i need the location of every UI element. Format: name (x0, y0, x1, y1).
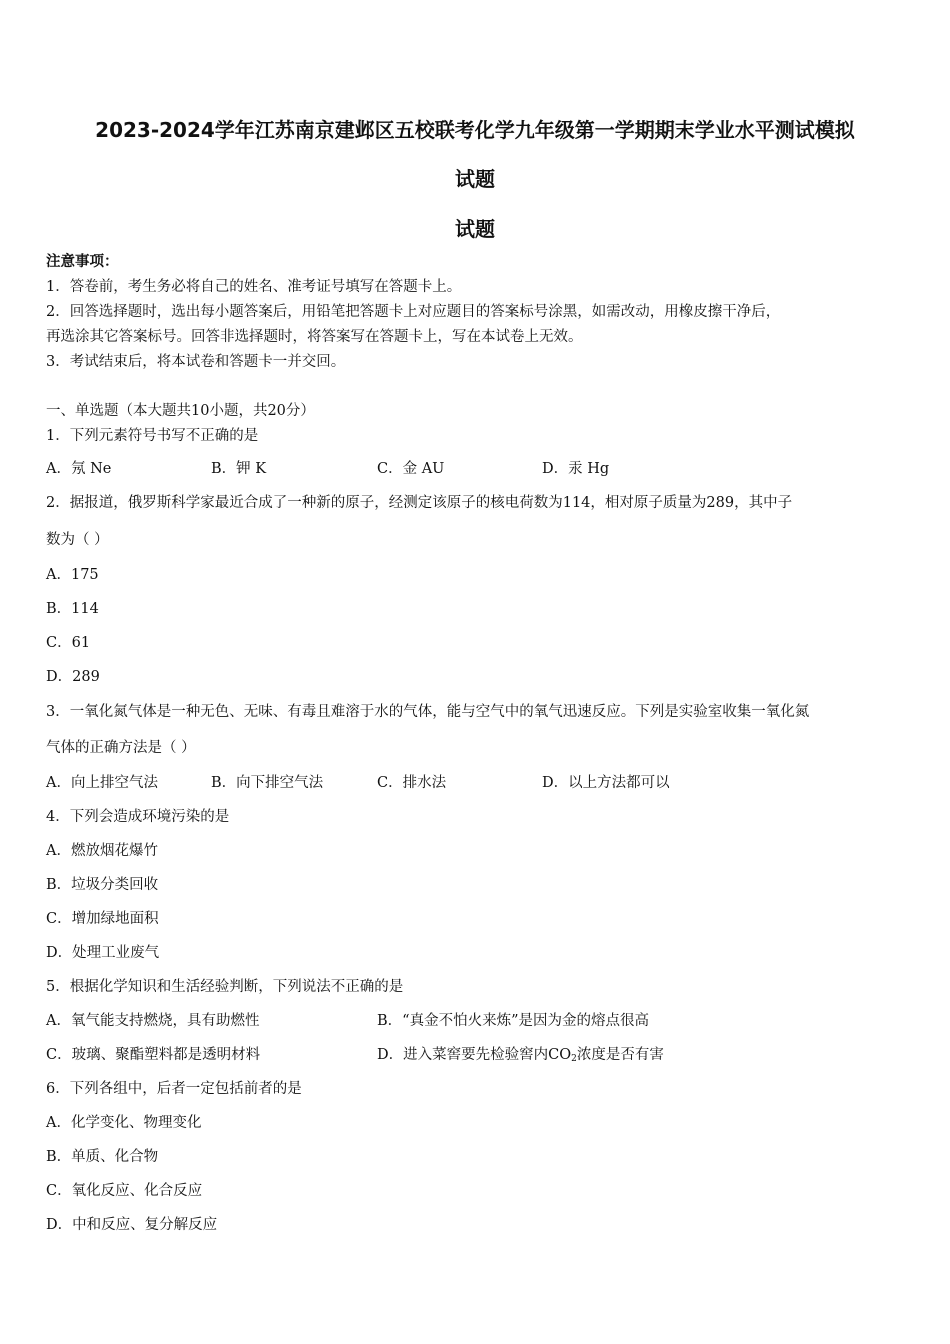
q1-option-c: C．金 AU (377, 461, 445, 477)
exam-title-line2: 试题 (455, 167, 495, 191)
q5-option-d-post: 浓度是否有害 (576, 1047, 664, 1063)
question-2-stem: 2．据报道，俄罗斯科学家最近合成了一种新的原子，经测定该原子的核电荷数为114，相对原子质量为289，其中子 (46, 495, 793, 511)
question-3-stem: 3．一氧化氮气体是一种无色、无味、有毒且难溶于水的气体，能与空气中的氧气迅速反应。下列是实验室收集一氧化氮 (46, 704, 810, 720)
q4-option-c: C．增加绿地面积 (46, 911, 159, 927)
question-6-stem: 6．下列各组中，后者一定包括前者的是 (46, 1081, 302, 1097)
q5-option-a: A．氧气能支持燃烧，具有助燃性 (46, 1013, 260, 1029)
q4-option-b: B．垃圾分类回收 (46, 877, 159, 893)
question-5-stem: 5．根据化学知识和生活经验判断，下列说法不正确的是 (46, 979, 404, 995)
q3-option-c: C．排水法 (377, 775, 447, 791)
q5-option-c: C．玻璃、聚酯塑料都是透明材料 (46, 1047, 261, 1063)
q2-option-b: B．114 (46, 601, 99, 617)
q1-option-a: A．氖 Ne (46, 461, 112, 477)
q3-option-d: D．以上方法都可以 (542, 775, 670, 791)
section-heading: 一、单选题（本大题共10小题，共20分） (46, 403, 315, 419)
q1-option-b: B．钾 K (211, 461, 267, 477)
exam-title-line3: 试题 (455, 217, 495, 241)
notice-item-1: 1．答卷前，考生务必将自己的姓名、准考证号填写在答题卡上。 (46, 279, 462, 295)
q6-option-b: B．单质、化合物 (46, 1149, 159, 1165)
q2-option-c: C．61 (46, 635, 91, 651)
q5-option-b: B．“真金不怕火来炼”是因为金的熔点很高 (377, 1013, 649, 1029)
q4-option-d: D．处理工业废气 (46, 945, 160, 961)
notice-item-2: 2．回答选择题时，选出每小题答案后，用铅笔把答题卡上对应题目的答案标号涂黑，如需改动，用橡皮擦干净后， (46, 304, 781, 320)
exam-title-line1: 2023-2024学年江苏南京建邺区五校联考化学九年级第一学期期末学业水平测试模拟 (95, 118, 855, 142)
q5-option-d-subscript: 2 (571, 1054, 577, 1064)
question-2-stem-cont: 数为（ ） (46, 532, 109, 548)
notice-item-3: 3．考试结束后，将本试卷和答题卡一并交回。 (46, 354, 346, 370)
q1-option-d: D．汞 Hg (542, 461, 610, 477)
q2-option-d: D．289 (46, 669, 100, 685)
question-1-stem: 1．下列元素符号书写不正确的是 (46, 428, 259, 444)
q5-option-d (377, 1045, 664, 1069)
q6-option-c: C．氧化反应、化合反应 (46, 1183, 203, 1199)
q3-option-a: A．向上排空气法 (46, 775, 158, 791)
q2-option-a: A．175 (46, 567, 99, 583)
notice-heading: 注意事项： (46, 253, 119, 270)
q4-option-a: A．燃放烟花爆竹 (46, 843, 158, 859)
question-3-stem-cont: 气体的正确方法是（ ） (46, 740, 196, 756)
q3-option-b: B．向下排空气法 (211, 775, 324, 791)
question-4-stem: 4．下列会造成环境污染的是 (46, 809, 230, 825)
q5-option-d-pre: D．进入菜窖要先检验窖内CO (377, 1047, 572, 1063)
notice-item-2-cont: 再选涂其它答案标号。回答非选择题时，将答案写在答题卡上，写在本试卷上无效。 (46, 329, 583, 345)
q6-option-d: D．中和反应、复分解反应 (46, 1217, 218, 1233)
q6-option-a: A．化学变化、物理变化 (46, 1115, 202, 1131)
